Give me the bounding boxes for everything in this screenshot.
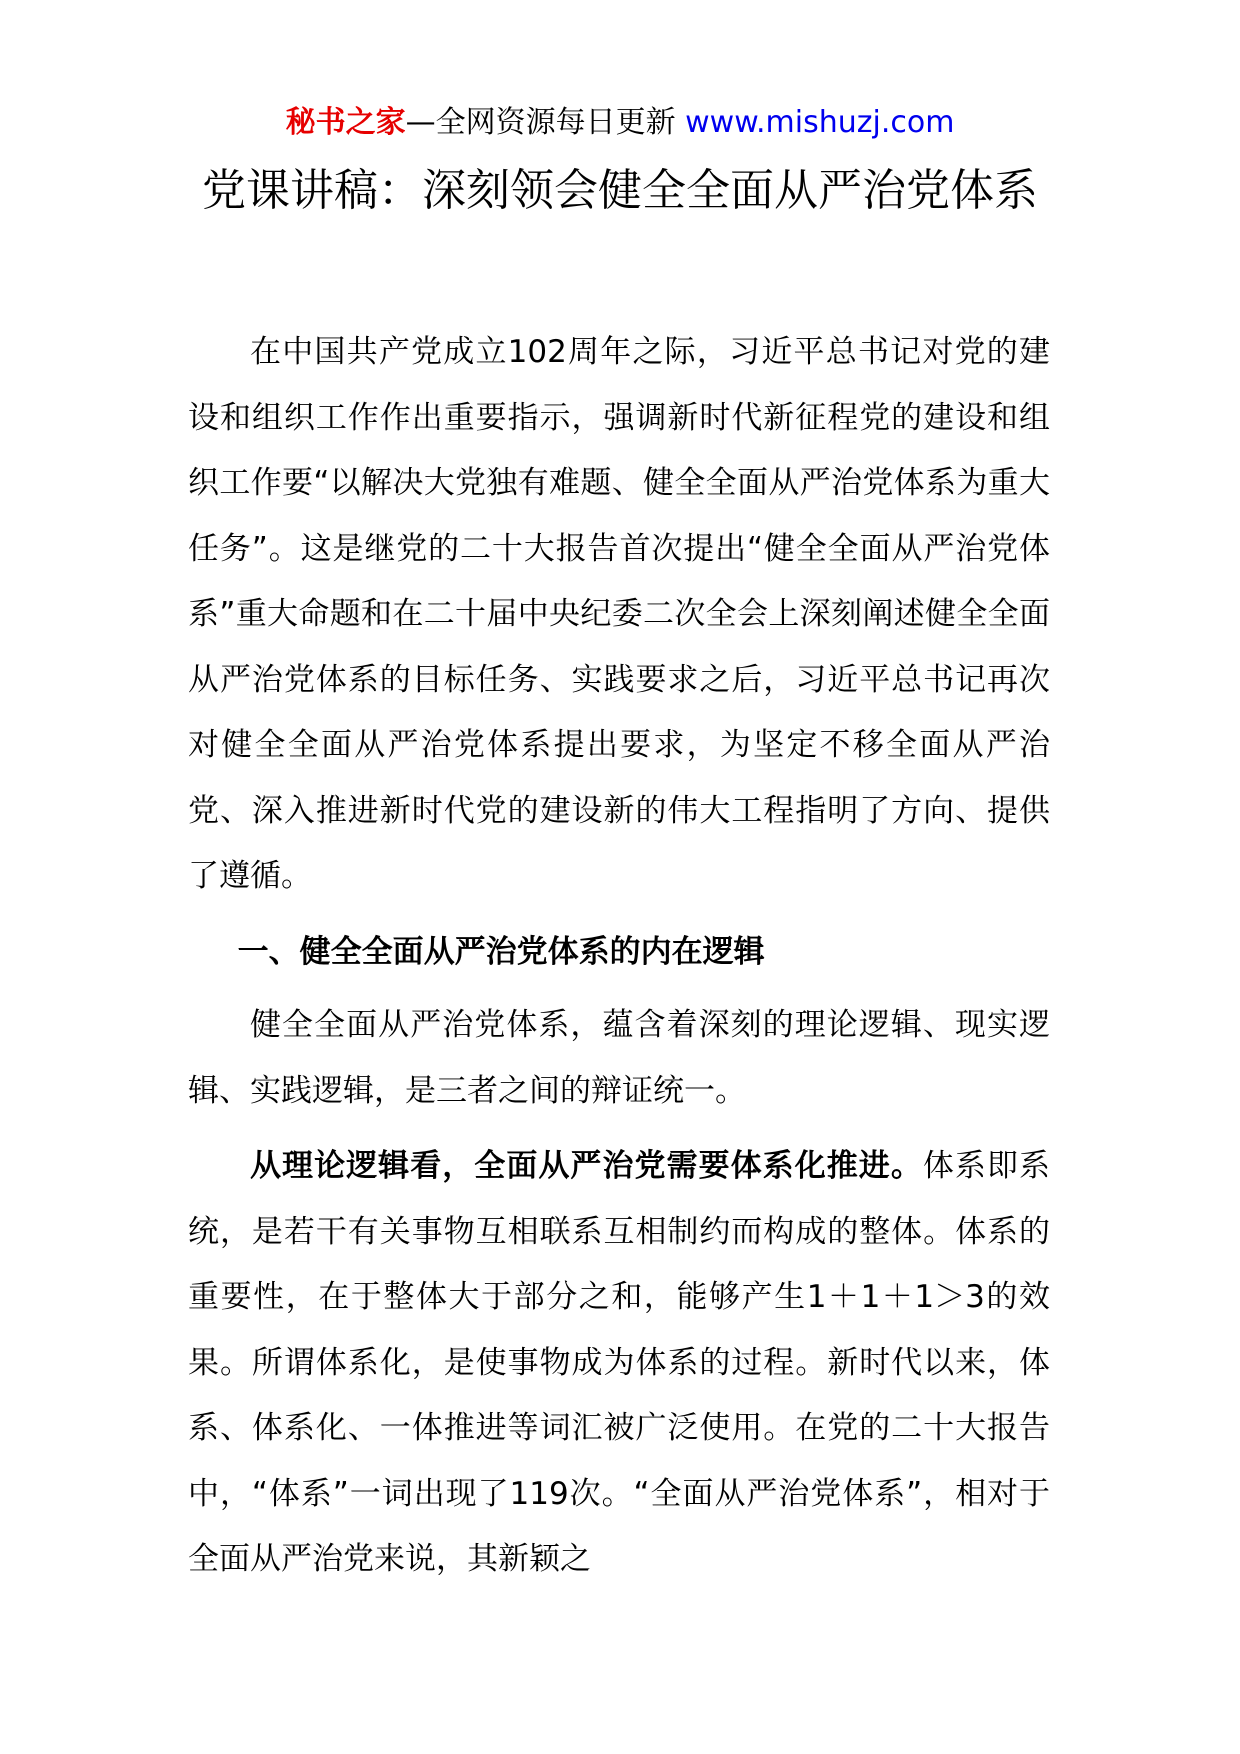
site-url-link[interactable]: www.mishuzj.com: [685, 105, 955, 140]
paragraph-body-text: 体系即系统，是若干有关事物互相联系互相制约而构成的整体。体系的重要性，在于整体大于部分之和，能够产生1＋1＋1＞3的效果。所谓体系化，是使事物成为体系的过程。新时代以来，体系、体系化、一体推进等词汇被广泛使用。在党的二十大报告中，“体系”一词出现了119次。“全面从严治党体系”，相对于全面从严治党来说，其新颖之: [188, 1148, 1050, 1577]
brand-name: 秘书之家: [285, 105, 406, 140]
paragraph-lead-bold: 从理论逻辑看，全面从严治党需要体系化推进。: [250, 1148, 923, 1184]
document-body: [188, 320, 1050, 1593]
document-title: 党课讲稿：深刻领会健全全面从严治党体系: [202, 165, 1038, 216]
section-heading: 一、健全全面从严治党体系的内在逻辑: [237, 933, 765, 970]
section-intro-paragraph: 健全全面从严治党体系，蕴含着深刻的理论逻辑、现实逻辑、实践逻辑，是三者之间的辩证统一。: [188, 1007, 1050, 1109]
intro-paragraph: 在中国共产党成立102周年之际，习近平总书记对党的建设和组织工作作出重要指示，强调新时代新征程党的建设和组织工作要“以解决大党独有难题、健全全面从严治党体系为重大任务”。这是继党的二十大报告首次提出“健全全面从严治党体系”重大命题和在二十届中央纪委二次全会上深刻阐述健全全面从严治党体系的目标任务、实践要求之后，习近平总书记再次对健全全面从严治党体系提出要求，为坚定不移全面从严治党、深入推进新时代党的建设新的伟大工程指明了方向、提供了遵循。: [188, 334, 1050, 894]
site-header: [0, 100, 1240, 146]
header-tagline: —全网资源每日更新: [405, 105, 676, 140]
theory-logic-paragraph: [188, 1134, 1050, 1593]
